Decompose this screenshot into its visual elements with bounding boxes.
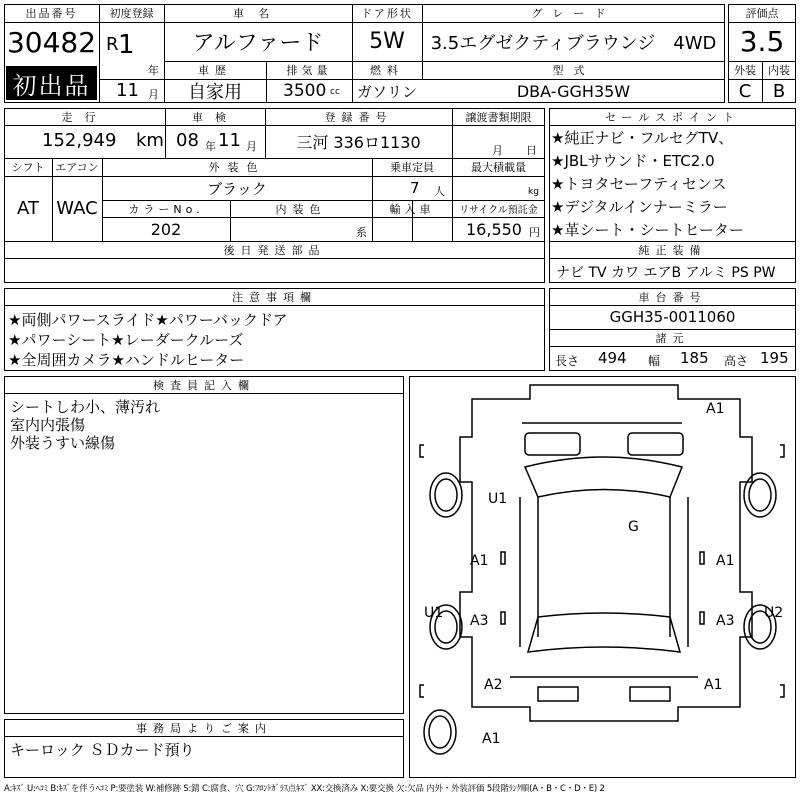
inspector-line: シートしわ小、薄汚れ	[10, 398, 161, 416]
car-diagram-svg	[410, 377, 795, 777]
recycle-fee: 16,550	[466, 220, 522, 239]
fuel-label: 燃料	[370, 64, 404, 77]
lot-number: 30482	[6, 25, 97, 59]
door-type: 5W	[369, 29, 405, 54]
max-load-unit: kg	[528, 187, 539, 197]
mark-a2-rear-left: A2	[484, 677, 503, 693]
history: 自家用	[188, 82, 242, 103]
lot-number-label: 出品番号	[25, 7, 78, 20]
reg-year: 1	[118, 30, 135, 60]
car-name-label: 車名	[233, 7, 283, 20]
height-label: 高さ	[724, 354, 749, 368]
ext-color-label: 外装色	[208, 161, 266, 174]
history-label: 車歴	[198, 64, 232, 77]
left-headlight	[525, 433, 580, 455]
sales-point-item: ★トヨタセーフティセンス	[551, 175, 727, 193]
mark-u1-rear-left: U1	[424, 605, 444, 621]
windshield	[525, 457, 682, 497]
sales-point-item: ★デジタルインナーミラー	[551, 198, 728, 216]
int-color-label: 内装色	[275, 202, 327, 216]
shift-label: シフト	[11, 161, 45, 174]
note-line: ★パワーシート★レーダークルーズ	[8, 331, 244, 349]
chassis-number: GGH35-0011060	[609, 308, 736, 326]
chassis-label: 車台番号	[638, 290, 707, 304]
length-label: 長さ	[555, 354, 580, 368]
sales-points-label: セールスポイント	[604, 110, 740, 124]
notes-label: 注意事項欄	[232, 290, 317, 304]
door-label: ドア形状	[361, 7, 413, 20]
width-label: 幅	[648, 354, 661, 368]
grade: 3.5エグゼクティブラウンジ 4WD	[430, 32, 717, 54]
mark-a1-right: A1	[716, 553, 735, 569]
first-listing-badge: 初出品	[6, 66, 97, 100]
right-headlight	[628, 433, 683, 455]
mark-a1-rear: A1	[482, 731, 501, 747]
car-outline	[460, 385, 752, 721]
grade-label: グレード	[531, 7, 616, 20]
sales-point-item: ★純正ナビ・フルセグTV、	[551, 129, 734, 147]
inspection-year: 08	[176, 130, 199, 151]
score-label: 評価点	[745, 7, 779, 20]
mileage-label: 走行	[61, 110, 108, 124]
left-taillight	[538, 687, 578, 701]
displacement-unit: cc	[330, 87, 340, 97]
shift: AT	[17, 198, 39, 219]
ac-label: エアコン	[55, 161, 99, 174]
note-line: ★全周囲カメラ★ハンドルヒーター	[8, 351, 245, 369]
inspection-month: 11	[218, 130, 241, 151]
int-grade-label: 内装	[768, 64, 790, 77]
office-note: キーロック ＳＤカード預り	[10, 741, 195, 759]
int-grade: B	[772, 80, 786, 102]
ext-grade-label: 外装	[734, 64, 756, 77]
damage-diagram	[409, 376, 796, 778]
mark-a1-left: A1	[470, 553, 489, 569]
mark-u2-rear-right: U2	[764, 605, 784, 621]
mileage: 152,949	[42, 130, 117, 151]
inspection-year-unit: 年	[205, 140, 216, 153]
inspector-label: 検査員記入欄	[153, 378, 255, 392]
inspection-label: 車検	[192, 110, 238, 124]
mark-a1-front: A1	[706, 401, 725, 417]
mark-a3-right: A3	[716, 613, 735, 629]
int-color-unit: 系	[356, 226, 367, 239]
mark-a1-rear-right: A1	[704, 677, 723, 693]
specs-label: 諸元	[655, 331, 690, 345]
recycle-unit: 円	[529, 226, 540, 239]
reg-year-unit: 年	[148, 64, 159, 77]
reg-month: 11	[116, 80, 139, 101]
height: 195	[760, 349, 789, 367]
color-no: 202	[150, 219, 182, 239]
ac: WAC	[56, 198, 98, 219]
mark-u1-front-left: U1	[488, 491, 508, 507]
max-load-label: 最大積載量	[471, 161, 526, 174]
legend: A:ｷｽﾞ U:ﾍｺﾐ B:ｷｽﾞを伴うﾍｺﾐ P:要塗装 W:補修跡 S:錆 C:腐食、穴 G:ﾌﾛﾝﾄｶﾞﾗｽ点ｷｽﾞ XX:交換済み X:要交換 欠:欠品 内外・外装評価 5段階ﾗﾝｸ順(A・B・C・D・E) 2	[4, 784, 605, 794]
equipment: ナビ TV カワ エアB アルミ PS PW	[556, 265, 776, 281]
plate-label: 登録番号	[324, 110, 393, 124]
later-parts-label: 後日発送部品	[223, 243, 326, 257]
inspector-line: 外装うすい線傷	[10, 434, 116, 452]
inspector-line: 室内内張傷	[10, 416, 86, 434]
equipment-label: 純正装備	[638, 243, 707, 257]
score: 3.5	[739, 25, 785, 58]
sales-point-item: ★JBLサウンド・ETC2.0	[551, 152, 715, 170]
ext-grade: C	[738, 80, 752, 102]
color-no-label: カラーNo.	[128, 202, 204, 216]
mark-a3-left: A3	[470, 613, 489, 629]
note-line: ★両側パワースライド★パワーバックドア	[8, 311, 288, 329]
model-code: DBA-GGH35W	[516, 81, 631, 101]
office-label: 事務局よりご案内	[136, 721, 272, 735]
era: R	[106, 34, 119, 55]
model-label: 型式	[552, 64, 595, 77]
import-label: 輸入車	[389, 202, 435, 216]
transfer-day-unit: 日	[526, 144, 537, 157]
mark-g-windshield: G	[628, 519, 639, 535]
inspection-month-unit: 月	[246, 140, 257, 153]
rear-window	[528, 613, 680, 652]
plate-number: 三河 336ロ1130	[296, 133, 421, 152]
width: 185	[680, 349, 709, 367]
sales-point-item: ★革シート・シートヒーター	[551, 221, 744, 239]
car-name: アルファード	[192, 31, 324, 56]
reg-month-unit: 月	[148, 88, 159, 101]
displacement-label: 排気量	[286, 64, 332, 77]
transfer-month-unit: 月	[492, 144, 503, 157]
ext-color: ブラック	[207, 179, 267, 198]
mileage-unit: km	[136, 130, 164, 151]
transfer-label: 譲渡書類期限	[465, 110, 532, 124]
capacity-unit: 人	[434, 185, 445, 198]
displacement: 3500	[283, 81, 327, 101]
length: 494	[598, 349, 627, 367]
fuel: ガソリン	[356, 82, 417, 101]
capacity: 7	[410, 179, 420, 197]
first-reg-label: 初度登録	[109, 7, 154, 20]
recycle-label: リサイクル預託金	[459, 205, 538, 216]
capacity-label: 乗車定員	[390, 161, 434, 174]
right-taillight	[630, 687, 670, 701]
